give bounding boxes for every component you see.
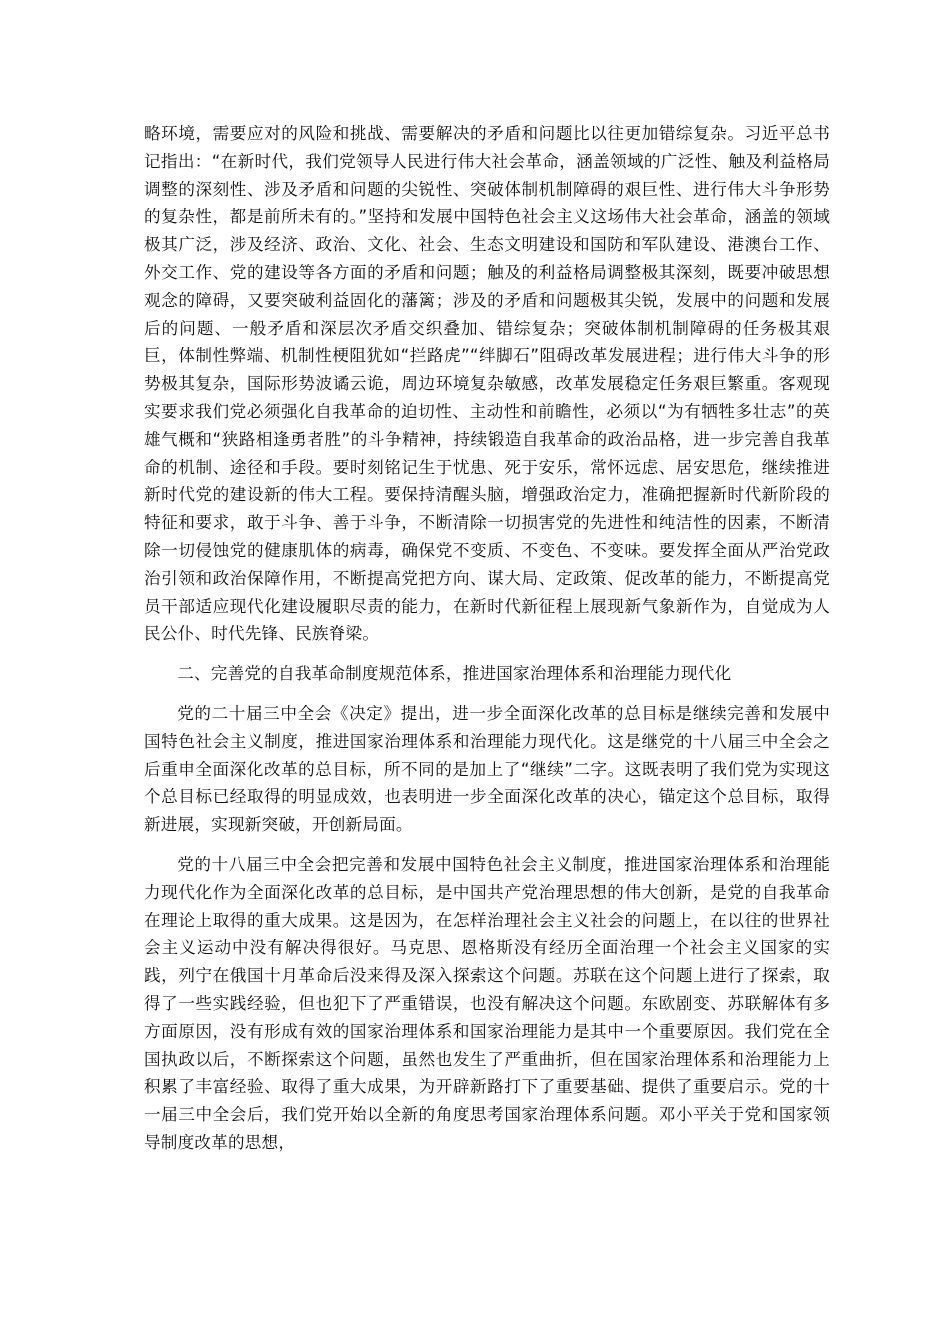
body-paragraph: 略环境，需要应对的风险和挑战、需要解决的矛盾和问题比以往更加错综复杂。习近平总书记指出：“在新时代，我们党领导人民进行伟大社会革命，涵盖领域的广泛性、触及利益格局调整的深刻性、涉及矛盾和问题的尖锐性、突破体制机制障碍的艰巨性、进行伟大斗争形势的复杂性，都是前所未有的。”坚持和发展中国特色社会主义这场伟大社会革命，涵盖的领域极其广泛，涉及经济、政治、文化、社会、生态文明建设和国防和军队建设、港澳台工作、外交工作、党的建设等各方面的矛盾和问题；触及的利益格局调整极其深刻，既要冲破思想观念的障碍，又要突破利益固化的藩篱；涉及的矛盾和问题极其尖锐，发展中的问题和发展后的问题、一般矛盾和深层次矛盾交织叠加、错综复杂；突破体制机制障碍的任务极其艰巨，体制性弊端、机制性梗阻犹如“拦路虎”“绊脚石”阻碍改革发展进程；进行伟大斗争的形势极其复杂，国际形势波谲云诡，周边环境复杂敏感，改革发展稳定任务艰巨繁重。客观现实要求我们党必须强化自我革命的迫切性、主动性和前瞻性，必须以“为有牺牲多壮志”的英雄气概和“狭路相逢勇者胜”的斗争精神，持续锻造自我革命的政治品格，进一步完善自我革命的机制、途径和手段。要时刻铭记生于忧患、死于安乐，常怀远虑、居安思危，继续推进新时代党的建设新的伟大工程。要保持清醒头脑，增强政治定力，准确把握新时代新阶段的特征和要求，敢于斗争、善于斗争，不断清除一切损害党的先进性和纯洁性的因素，不断清除一切侵蚀党的健康肌体的病毒，确保党不变质、不变色、不变味。要发挥全面从严治党政治引领和政治保障作用，不断提高党把方向、谋大局、定政策、促改革的能力，不断提高党员干部适应现代化建设履职尽责的能力，在新时代新征程上展现新气象新作为，自觉成为人民公仆、时代先锋、民族脊梁。 <box>144 124 830 644</box>
section-heading: 二、完善党的自我革命制度规范体系，推进国家治理体系和治理能力现代化 <box>177 664 732 684</box>
document-body <box>144 120 830 1169</box>
body-paragraph: 党的十八届三中全会把完善和发展中国特色社会主义制度，推进国家治理体系和治理能力现代化作为全面深化改革的总目标，是中国共产党治理思想的伟大创新，是党的自我革命在理论上取得的重大成果。这是因为，在怎样治理社会主义社会的问题上，在以往的世界社会主义运动中没有解决得很好。马克思、恩格斯没有经历全面治理一个社会主义国家的实践，列宁在俄国十月革命后没来得及深入探索这个问题。苏联在这个问题上进行了探索，取得了一些实践经验，但也犯下了严重错误，也没有解决这个问题。东欧剧变、苏联解体有多方面原因，没有形成有效的国家治理体系和国家治理能力是其中一个重要原因。我们党在全国执政以后，不断探索这个问题，虽然也发生了严重曲折，但在国家治理体系和治理能力上积累了丰富经验、取得了重大成果，为开辟新路打下了重要基础、提供了重要启示。党的十一届三中全会后，我们党开始以全新的角度思考国家治理体系问题。邓小平关于党和国家领导制度改革的思想， <box>144 854 830 1152</box>
body-paragraph: 党的二十届三中全会《决定》提出，进一步全面深化改革的总目标是继续完善和发展中国特色社会主义制度，推进国家治理体系和治理能力现代化。这是继党的十八届三中全会之后重申全面深化改革的总目标，所不同的是加上了“继续”二字。这既表明了我们党为实现这个总目标已经取得的明显成效，也表明进一步全面深化改革的决心，锚定这个总目标，取得新进展，实现新突破，开创新局面。 <box>144 703 830 835</box>
